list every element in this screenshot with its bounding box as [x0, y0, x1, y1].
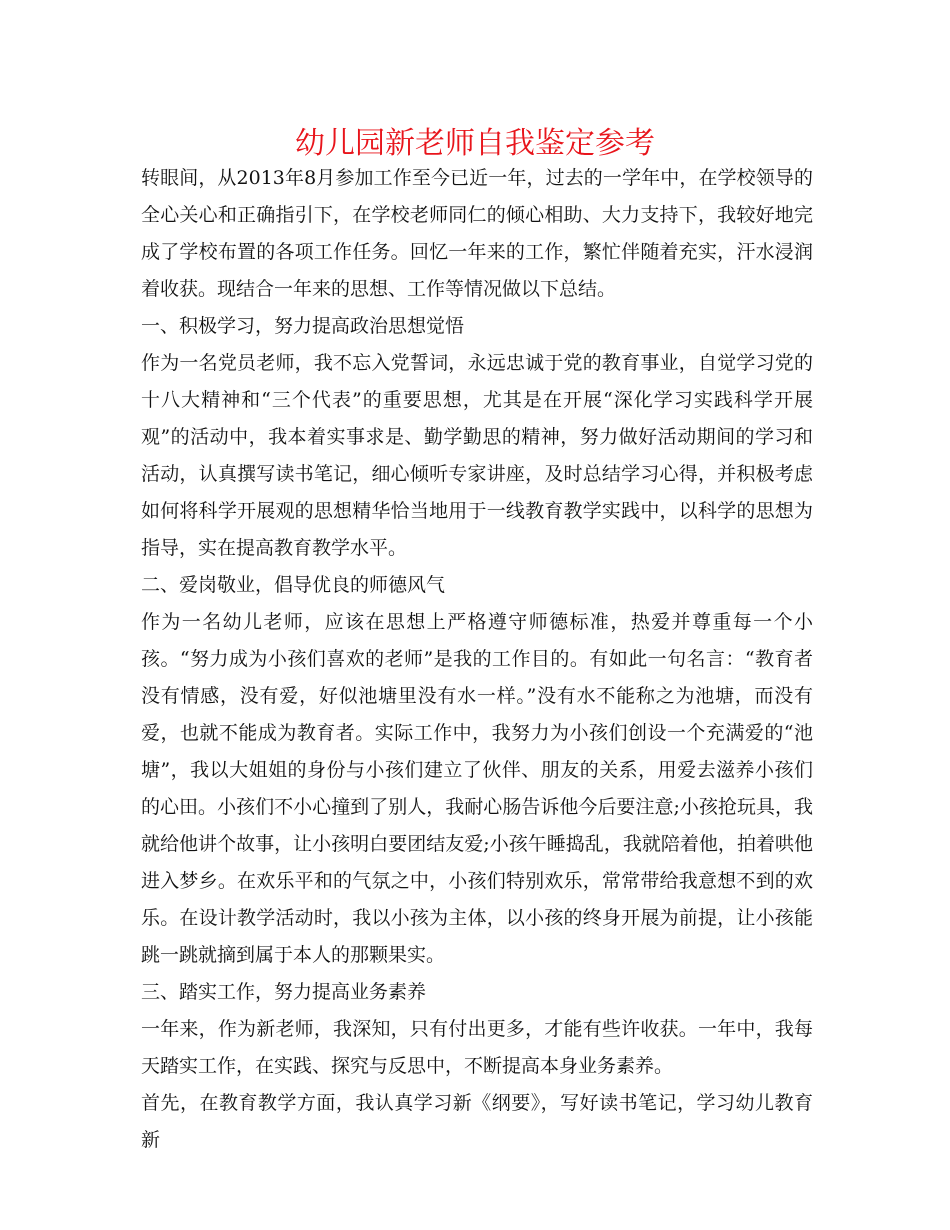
document-body	[141, 160, 813, 1159]
section-2-paragraph: 作为一名幼儿老师，应该在思想上严格遵守师德标准，热爱并尊重每一个小孩。“努力成为小孩们喜欢的老师”是我的工作目的。有如此一句名言：“教育者没有情感，没有爱，好似池塘里没有水一样。”没有水不能称之为池塘，而没有爱，也就不能成为教育者。实际工作中，我努力为小孩们创设一个充满爱的“池塘”，我以大姐姐的身份与小孩们建立了伙伴、朋友的关系，用爱去滋养小孩们的心田。小孩们不小心撞到了别人，我耐心肠告诉他今后要注意;小孩抢玩具，我就给他讲个故事，让小孩明白要团结友爱;小孩午睡捣乱，我就陪着他，拍着哄他进入梦乡。在欢乐平和的气氛之中，小孩们特别欢乐，常常带给我意想不到的欢乐。在设计教学活动时，我以小孩为主体，以小孩的终身开展为前提，让小孩能跳一跳就摘到属于本人的那颗果实。	[141, 611, 813, 966]
intro-paragraph: 转眼间，从2013年8月参加工作至今已近一年，过去的一学年中，在学校领导的全心关心和正确指引下，在学校老师同仁的倾心相助、大力支持下，我较好地完成了学校布置的各项工作任务。回忆一年来的工作，繁忙伴随着充实，汗水浸润着收获。现结合一年来的思想、工作等情况做以下总结。	[141, 167, 813, 300]
section-1-paragraph: 作为一名党员老师，我不忘入党誓词，永远忠诚于党的教育事业，自觉学习党的十八大精神和“三个代表”的重要思想，尤其是在开展“深化学习实践科学开展观”的活动中，我本着实事求是、勤学勤思的精神，努力做好活动期间的学习和活动，认真撰写读书笔记，细心倾听专家讲座，及时总结学习心得，并积极考虑如何将科学开展观的思想精华恰当地用于一线教育教学实践中，以科学的思想为指导，实在提高教育教学水平。	[141, 352, 813, 559]
section-3-paragraph: 一年来，作为新老师，我深知，只有付出更多，才能有些许收获。一年中，我每天踏实工作，在实践、探究与反思中，不断提高本身业务素养。	[141, 1018, 813, 1077]
section-heading-2: 二、爱岗敬业，倡导优良的师德风气	[141, 574, 446, 596]
section-heading-1: 一、积极学习，努力提高政治思想觉悟	[141, 315, 465, 337]
document-title: 幼儿园新老师自我鉴定参考	[295, 126, 655, 161]
section-heading-3: 三、踏实工作，努力提高业务素养	[141, 981, 427, 1003]
section-3-paragraph-2: 首先，在教育教学方面，我认真学习新《纲要》，写好读书笔记，学习幼儿教育新	[141, 1092, 813, 1151]
